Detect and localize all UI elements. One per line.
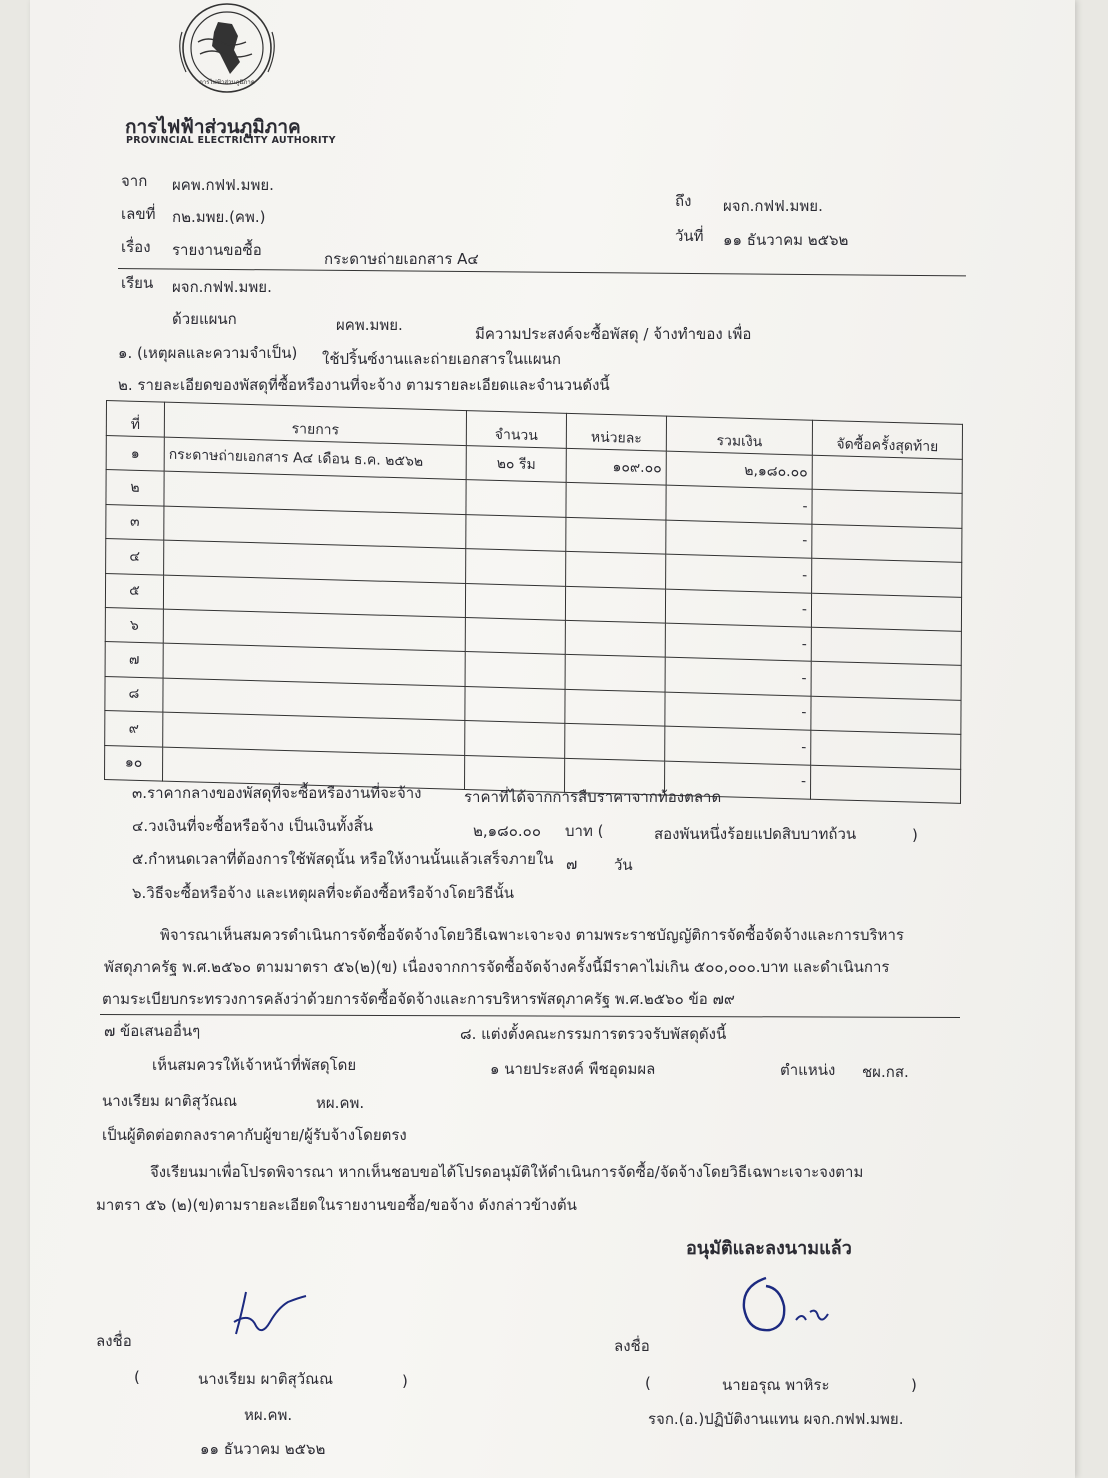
pea-seal-logo [168,2,286,98]
row-total: - [665,657,811,695]
section4-baht: บาท ( [565,822,604,840]
row-total: - [665,761,811,800]
row-number: ๓ [106,504,164,540]
row-qty [465,583,565,620]
subject-item: กระดาษถ่ายเอกสาร A๔ [324,250,479,268]
org-name-english: PROVINCIAL ELECTRICITY AUTHORITY [126,135,336,146]
signer-right-close: ) [911,1376,917,1394]
to-value: ผจก.กฟฟ.มพย. [723,197,823,215]
row-unit-price [565,655,665,692]
row-number: ๑๐ [105,745,163,781]
row-total: - [665,726,811,764]
from-label: จาก [121,172,148,190]
section8-member: ๑ นายประสงค์ พืชอุดมผล [490,1060,656,1078]
section4-words: สองพันหนึ่งร้อยแปดสิบบาทถ้วน [654,825,857,843]
row-qty [466,514,566,551]
subject-label: เรื่อง [121,238,151,256]
col-header-last-purchase: จัดซื้อครั้งสุดท้าย [812,420,962,459]
section8-label: ๘. แต่งตั้งคณะกรรมการตรวจรับพัสดุดังนี้ [460,1025,727,1043]
row-unit-price [565,723,665,760]
to-label: ถึง [675,192,692,210]
col-header-item: รายการ [164,402,466,445]
row-total: - [665,623,811,661]
row-number: ๑ [106,436,164,472]
row-qty [465,617,565,654]
row-unit-price: ๑๐๙.๐๐ [566,448,666,485]
row-last-purchase [812,490,962,529]
row-last-purchase [812,524,962,563]
section7-line3: เป็นผู้ติดต่อตกลงราคากับผู้ขาย/ผู้รับจ้างโดยตรง [102,1126,407,1144]
dear-label: เรียน [121,274,154,292]
section3-value: ราคาที่ได้จากการสืบราคาจากท้องตลาด [464,788,722,806]
section7-line1: เห็นสมควรให้เจ้าหน้าที่พัสดุโดย [152,1056,357,1074]
section8-position: ชผ.กส. [862,1063,909,1081]
signer-right-open: ( [645,1374,651,1392]
row-qty [465,721,565,758]
row-unit-price [565,620,665,657]
subject-value: รายงานขอซื้อ [172,241,262,259]
row-qty [465,686,565,723]
row-last-purchase [812,558,962,597]
row-qty [466,549,566,586]
row-last-purchase [811,662,961,701]
col-header-unit-price: หน่วยละ [566,413,666,451]
items-table [104,400,962,804]
section5-label: ๕.กำหนดเวลาที่ต้องการใช้พัสดุนั้น หรือให้งานนั้นแล้วเสร็จภายใน [132,850,554,868]
row-qty: ๒๐ รีม [466,446,566,483]
section7-label: ๗ ข้อเสนออื่นๆ [104,1022,201,1040]
row-total: ๒,๑๘๐.๐๐ [666,451,812,489]
section4-close: ) [912,826,918,844]
row-unit-price [566,552,666,589]
from-value: ผคพ.กฟฟ.มพย. [172,176,274,194]
row-number: ๕ [105,573,163,609]
closing-line2: มาตรา ๕๖ (๒)(ข)ตามรายละเอียดในรายงานขอซื้อ/ขอจ้าง ดังกล่าวข้างต้น [96,1196,577,1214]
section7-officer-position: หผ.คพ. [316,1094,365,1112]
section3-label: ๓.ราคากลางของพัสดุที่จะซื้อหรืองานที่จะจ้าง [132,784,422,802]
row-number: ๖ [105,607,163,643]
svg-text:การไฟฟ้าส่วนภูมิภาค: การไฟฟ้าส่วนภูมิภาค [199,79,255,86]
section7-officer-name: นางเรียม ผาติสุวัณณ [102,1092,237,1110]
row-total: - [666,554,812,592]
doc-no-label: เลขที่ [121,205,156,223]
dear-value: ผจก.กฟฟ.มพย. [172,278,272,296]
signature-left [226,1282,316,1346]
row-item: กระดาษถ่ายเอกสาร A๔ เดือน ธ.ค. ๒๕๖๒ [164,437,466,480]
signer-left-date: ๑๑ ธันวาคม ๒๕๖๒ [200,1440,326,1458]
row-number: ๘ [105,676,163,712]
section1-value: ใช้ปริ้นซ์งานและถ่ายเอกสารในแผนก [322,350,561,368]
approval-text: อนุมัติและลงนามแล้ว [686,1238,852,1259]
row-total: - [666,486,812,524]
org-name-thai: การไฟฟ้าส่วนภูมิภาค [125,116,301,138]
row-total: - [665,589,811,627]
signer-left-position: หผ.คพ. [244,1406,293,1424]
section4-label: ๔.วงเงินที่จะซื้อหรือจ้าง เป็นเงินทั้งสิ้น [132,817,373,835]
signer-right-name: นายอรุณ พาหิระ [722,1376,830,1394]
signer-left-close: ) [402,1372,408,1390]
section6-line2: พัสดุภาครัฐ พ.ศ.๒๕๖๐ ตามมาตรา ๕๖(๒)(ข) เนื่องจากการจัดซื้อจัดจ้างครั้งนี้มีราคาไม่เกิน ๕๐๐,๐๐๐.บาท และดำเนินการ [104,958,890,976]
section2-label: ๒. รายละเอียดของพัสดุที่ซื้อหรืองานที่จะจ้าง ตามรายละเอียดและจำนวนดังนี้ [118,376,610,394]
row-total: - [665,692,811,730]
row-unit-price [566,517,666,554]
row-qty [466,480,566,517]
dept-value: ผคพ.มพย. [336,316,403,334]
row-qty [465,755,565,792]
row-unit-price [565,689,665,726]
signature-right [736,1268,846,1342]
row-last-purchase [811,627,961,666]
section1-label: ๑. (เหตุผลและความจำเป็น) [118,344,298,362]
section6-label: ๖.วิธีจะซื้อหรือจ้าง และเหตุผลที่จะต้องซื้อหรือจ้างโดยวิธีนั้น [132,884,514,902]
sign-label-left: ลงชื่อ [96,1332,132,1350]
row-number: ๒ [106,470,164,506]
row-qty [465,652,565,689]
row-unit-price [565,586,665,623]
row-last-purchase [811,730,961,769]
row-number: ๔ [106,539,164,575]
signer-left-name: นางเรียม ผาติสุวัณณ [198,1370,333,1388]
col-header-no: ที่ [106,401,164,438]
row-number: ๗ [105,642,163,678]
row-total: - [666,520,812,558]
section8-position-label: ตำแหน่ง [780,1061,836,1079]
date-label: วันที่ [675,227,704,245]
row-last-purchase [811,593,961,632]
section4-amount: ๒,๑๘๐.๐๐ [473,822,541,840]
row-last-purchase [812,455,962,494]
section5-days: ๗ [566,855,578,873]
section5-unit: วัน [614,856,633,874]
col-header-qty: จำนวน [466,411,566,449]
signer-left-open: ( [134,1368,140,1386]
row-number: ๙ [105,711,163,747]
purpose-text: มีความประสงค์จะซื้อพัสดุ / จ้างทำของ เพื่อ [475,325,752,343]
section6-line1: พิจารณาเห็นสมควรดำเนินการจัดซื้อจัดจ้างโดยวิธีเฉพาะเจาะจง ตามพระราชบัญญัติการจัดซื้อจัดจ้างและการบริหาร [160,926,904,944]
by-dept-label: ด้วยแผนก [172,310,237,328]
doc-no-value: ก๒.มพย.(คพ.) [172,208,266,226]
col-header-total: รวมเงิน [666,416,812,455]
sign-label-right: ลงชื่อ [614,1337,650,1355]
closing-line1: จึงเรียนมาเพื่อโปรดพิจารณา หากเห็นชอบขอได้โปรดอนุมัติให้ดำเนินการจัดซื้อ/จัดจ้างโดยวิธีเฉพาะเจาะจงตาม [150,1163,864,1181]
row-last-purchase [811,696,961,735]
date-value: ๑๑ ธันวาคม ๒๕๖๒ [723,231,849,249]
signer-right-position: รจก.(อ.)ปฏิบัติงานแทน ผจก.กฟฟ.มพย. [648,1410,904,1428]
section6-line3: ตามระเบียบกระทรวงการคลังว่าด้วยการจัดซื้อจัดจ้างและการบริหารพัสดุภาครัฐ พ.ศ.๒๕๖๐ ข้อ ๗๙ [102,990,735,1008]
row-unit-price [566,483,666,520]
row-last-purchase [811,765,961,804]
